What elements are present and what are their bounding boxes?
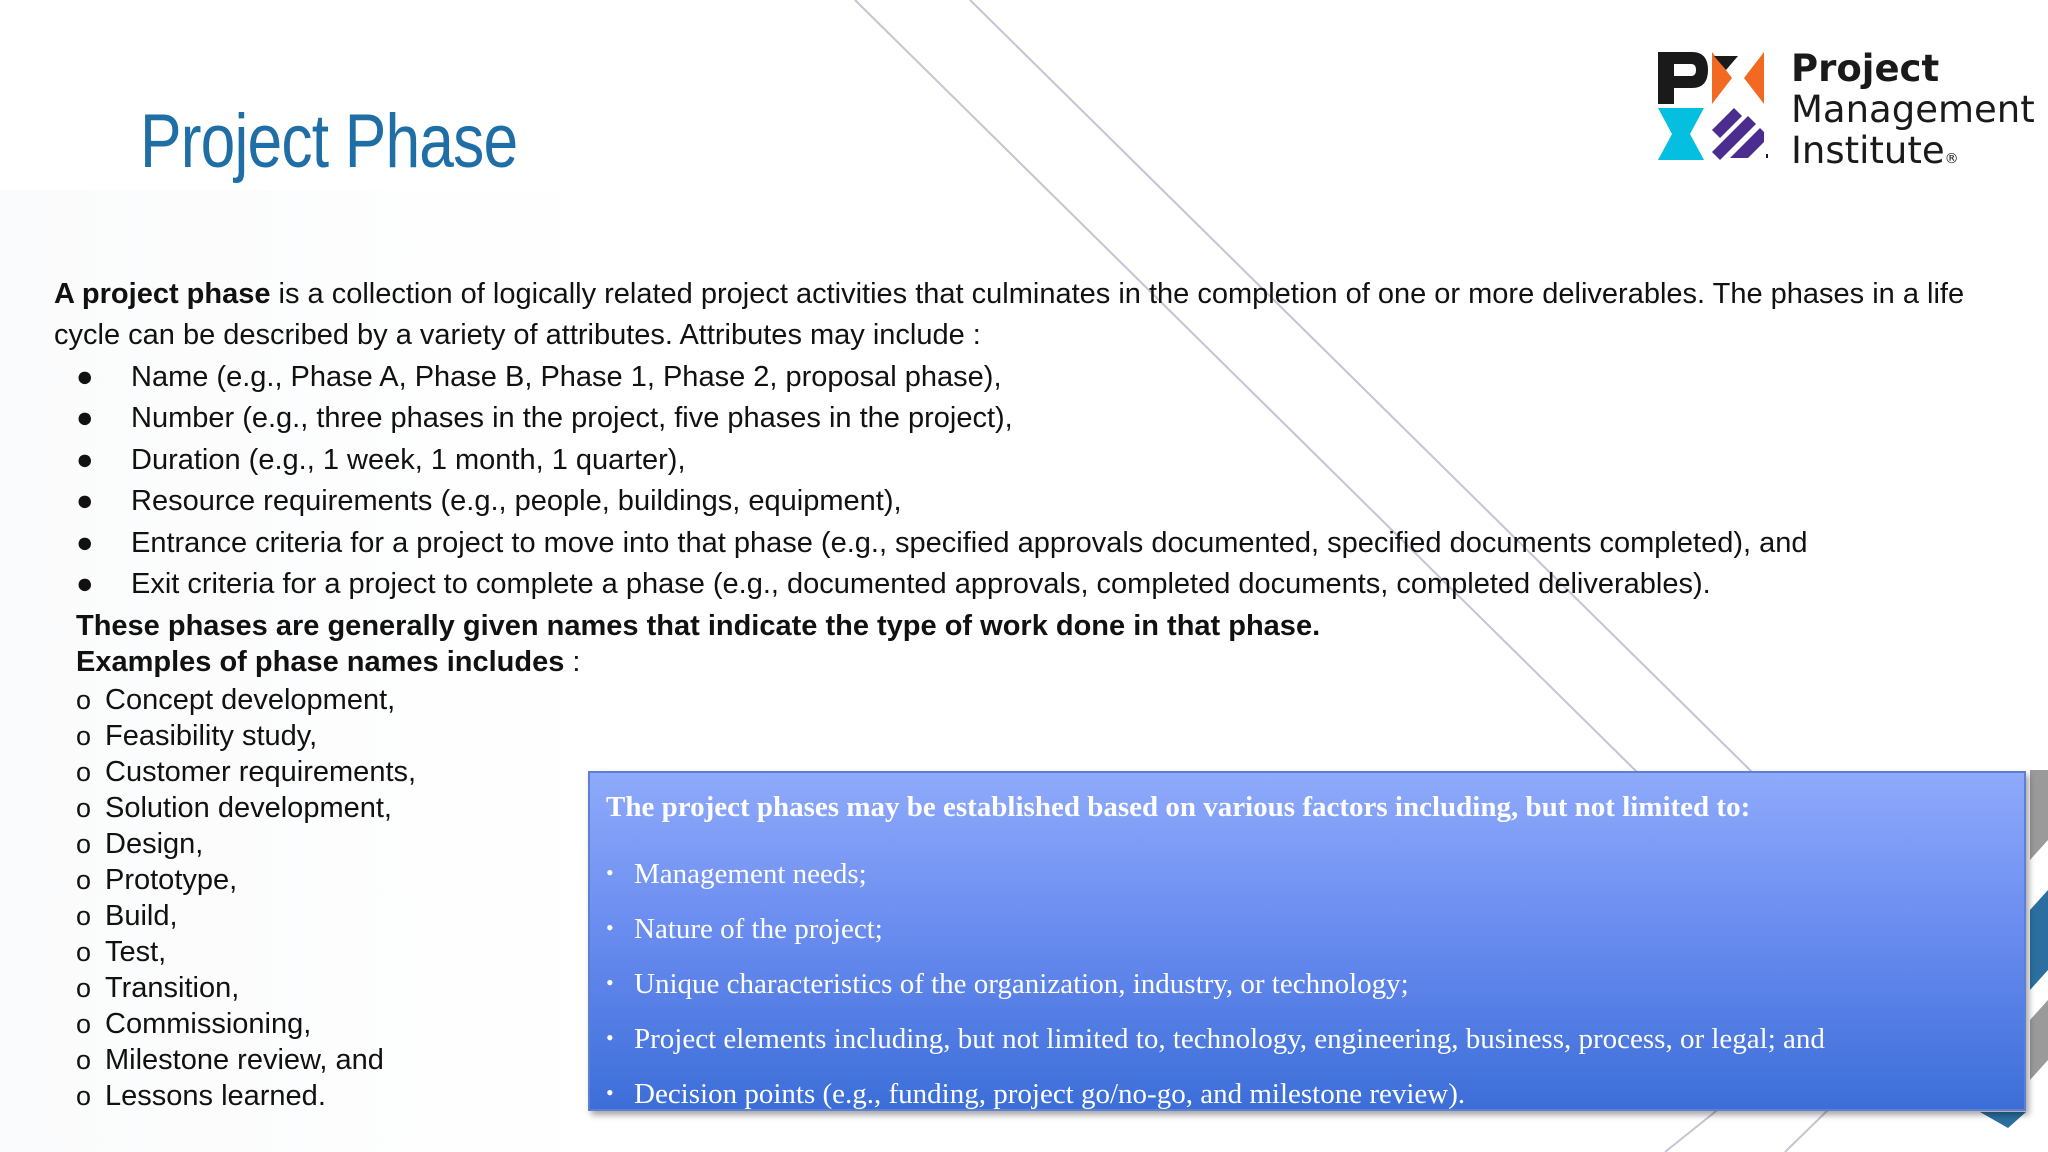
factor-text: Project elements including, but not limited to, technology, engineering, business, process, or legal; and: [634, 1023, 1825, 1055]
logo-line-project: Project: [1791, 47, 1940, 90]
phase-name-text: Transition,: [105, 972, 240, 1004]
attribute-text: Number (e.g., three phases in the project, five phases in the project),: [131, 402, 1013, 435]
phase-name-text: Build,: [105, 900, 178, 932]
attribute-text: Entrance criteria for a project to move into that phase (e.g., specified approvals documented, specified documents completed), and: [131, 526, 1808, 559]
circle-bullet-icon: o: [76, 1045, 92, 1075]
circle-bullet-icon: o: [76, 901, 92, 931]
phase-name-item: [76, 1006, 416, 1042]
factor-text: Decision points (e.g., funding, project go/no-go, and milestone review).: [634, 1078, 1466, 1110]
bullet-icon: ●: [76, 443, 94, 476]
circle-bullet-icon: o: [76, 865, 92, 895]
phase-name-item: [76, 1078, 416, 1114]
bullet-icon: •: [606, 1080, 614, 1105]
attribute-text: Duration (e.g., 1 week, 1 month, 1 quarter),: [131, 443, 686, 476]
circle-bullet-icon: o: [76, 829, 92, 859]
attribute-item: [76, 481, 1807, 522]
phase-names-list: [76, 682, 416, 1114]
registered-mark: ®: [1944, 151, 1959, 167]
slide-title: Project Phase: [140, 99, 518, 184]
phase-name-item: [76, 898, 416, 934]
factor-item: [606, 956, 1825, 1011]
phase-name-text: Commissioning,: [105, 1008, 312, 1040]
attribute-item: [76, 357, 1807, 398]
phase-name-item: [76, 682, 416, 718]
factors-list: [606, 846, 1825, 1121]
factor-item: [606, 846, 1825, 901]
attribute-text: Exit criteria for a project to complete a phase (e.g., documented approvals, completed documents, completed deliverables).: [131, 568, 1711, 601]
logo-line-management: Management: [1791, 88, 2035, 131]
phase-name-text: Solution development,: [105, 792, 392, 824]
phase-name-item: [76, 718, 416, 754]
bullet-icon: ●: [76, 361, 94, 393]
examples-heading-bold: Examples of phase names includes: [76, 646, 565, 678]
circle-bullet-icon: o: [76, 721, 92, 751]
phase-name-text: Lessons learned.: [105, 1080, 326, 1112]
pmi-logo: [1656, 47, 2036, 172]
bullet-icon: ●: [76, 402, 94, 435]
bullet-icon: ●: [76, 568, 94, 601]
phase-name-item: [76, 970, 416, 1006]
bullet-icon: •: [606, 1025, 614, 1050]
factor-item: [606, 901, 1825, 956]
phase-name-text: Concept development,: [105, 684, 396, 716]
circle-bullet-icon: o: [76, 685, 92, 715]
pmi-logo-wordmark: [1791, 48, 2035, 180]
phase-name-item: [76, 1042, 416, 1078]
phase-name-text: Customer requirements,: [105, 756, 417, 788]
circle-bullet-icon: o: [76, 973, 92, 1003]
attribute-text: Name (e.g., Phase A, Phase B, Phase 1, Phase 2, proposal phase),: [131, 361, 1002, 393]
phase-name-item: [76, 826, 416, 862]
factor-item: [606, 1011, 1825, 1066]
phase-name-item: [76, 862, 416, 898]
bullet-icon: •: [606, 970, 614, 995]
phase-name-text: Design,: [105, 828, 204, 860]
bullet-icon: •: [606, 915, 614, 940]
intro-paragraph: [54, 274, 1994, 356]
phase-name-text: Prototype,: [105, 864, 238, 896]
factor-text: Management needs;: [634, 858, 867, 890]
factor-text: Unique characteristics of the organization, industry, or technology;: [634, 968, 1409, 1000]
intro-term: A project phase: [54, 278, 271, 310]
factor-text: Nature of the project;: [634, 913, 883, 945]
attribute-text: Resource requirements (e.g., people, buildings, equipment),: [131, 485, 902, 518]
attribute-item: [76, 440, 1807, 481]
circle-bullet-icon: o: [76, 1009, 92, 1039]
factors-callout: [588, 771, 2026, 1111]
bullet-icon: ●: [76, 526, 94, 559]
circle-bullet-icon: o: [76, 937, 92, 967]
intro-text: is a collection of logically related project activities that culminates in the completion of one or more deliverables. The phases in a life cycle can be described by a variety of attributes. Attributes may include :: [54, 278, 1965, 351]
phase-name-item: [76, 754, 416, 790]
phase-name-text: Feasibility study,: [105, 720, 318, 752]
attributes-list: [76, 357, 1807, 605]
bullet-icon: •: [606, 860, 614, 885]
phase-name-text: Test,: [105, 936, 167, 968]
factor-item: [606, 1066, 1825, 1121]
phase-name-item: [76, 934, 416, 970]
logo-line-institute: Institute: [1791, 129, 1945, 172]
phase-name-text: Milestone review, and: [105, 1044, 384, 1076]
circle-bullet-icon: o: [76, 793, 92, 823]
attribute-item: [76, 523, 1807, 564]
attribute-item: [76, 398, 1807, 439]
pmi-logo-icon: [1656, 50, 1768, 162]
examples-heading-colon: :: [564, 646, 581, 678]
phase-name-item: [76, 790, 416, 826]
examples-heading: [76, 645, 580, 680]
bullet-icon: ●: [76, 485, 94, 518]
factors-heading: The project phases may be established based on various factors including, but not limited to:: [606, 791, 1751, 823]
circle-bullet-icon: o: [76, 1081, 92, 1111]
circle-bullet-icon: o: [76, 757, 92, 787]
attribute-item: [76, 564, 1807, 605]
phase-names-note: These phases are generally given names that indicate the type of work done in that phase.: [76, 610, 1321, 642]
